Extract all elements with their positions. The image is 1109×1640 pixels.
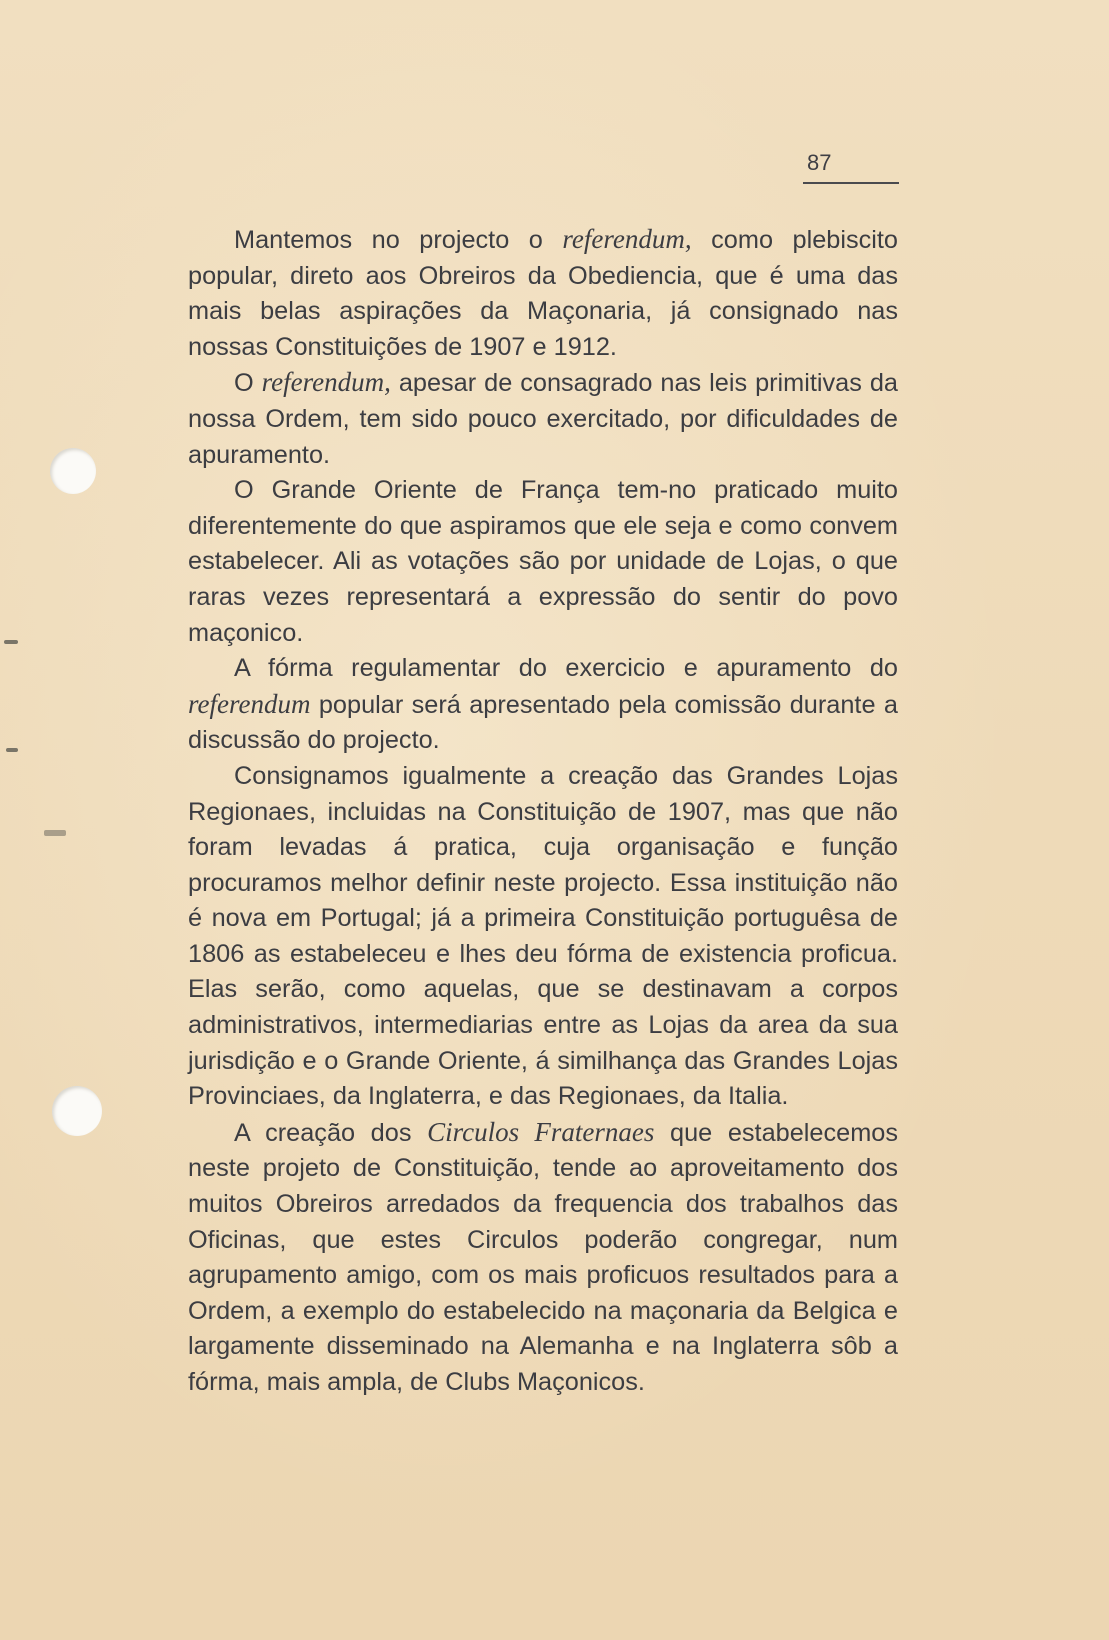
- paragraph: [188, 759, 898, 1115]
- text-run: popular será apresentado pela comissão durante a discussão do projecto.: [188, 690, 898, 755]
- margin-mark: [4, 640, 18, 644]
- text-run: Consignamos igualmente a creação das Grandes Lojas Regionaes, incluidas na Constituição de 1907, mas que não foram levadas á pratica, cuja organisação e função procuramos melhor definir neste projecto. Essa instituição não é nova em Portugal; já a primeira Constituição portuguêsa de 1806 as estabeleceu e lhes deu fórma de existencia proficua. Elas serão, como aquelas, que se destinavam a corpos administrativos, intermediarias entre as Lojas da area da sua jurisdição e o Grande Oriente, á similhança das Grandes Lojas Provinciaes, da Inglaterra, e das Regionaes, da Italia.: [188, 761, 898, 1111]
- text-run: como plebiscito popular, direto aos Obreiros da Obediencia, que é uma das mais belas aspirações da Maçonaria, já consignado nas nossas Constituições de 1907 e 1912.: [188, 226, 898, 361]
- text-run: que estabelecemos neste projeto de Constituição, tende ao aproveitamento dos muitos Obreiros arredados da frequencia dos trabalhos das Oficinas, que estes Circulos poderão congregar, num agrupamento amigo, com os mais proficuos resultados para a Ordem, a exemplo do estabelecido na maçonaria da Belgica e largamente disseminado na Alemanha e na Inglaterra sôb a fórma, mais ampla, de Clubs Maçonicos.: [188, 1118, 898, 1396]
- italic-term: referendum,: [562, 224, 692, 254]
- italic-term: Circulos Fraternaes: [427, 1116, 655, 1147]
- paragraph: [188, 365, 898, 473]
- margin-mark: [44, 830, 66, 836]
- paragraph: [188, 473, 898, 651]
- page-number-rule: [803, 182, 899, 184]
- paragraph: [188, 222, 898, 365]
- binder-hole: [50, 448, 96, 494]
- italic-term: referendum: [188, 688, 311, 719]
- text-run: O: [234, 369, 262, 398]
- italic-term: referendum,: [261, 367, 391, 398]
- page-number: 87: [807, 150, 832, 175]
- text-run: A fórma regulamentar do exercicio e apuramento do: [234, 654, 898, 683]
- margin-mark: [6, 748, 18, 752]
- text-run: A creação dos: [234, 1118, 428, 1147]
- text-run: O Grande Oriente de França tem-no praticado muito diferentemente do que aspiramos que ele seja e como convem estabelecer. Ali as votações são por unidade de Lojas, o que raras vezes representará a expressão do sentir do povo maçonico.: [188, 476, 898, 647]
- paragraph: [188, 651, 898, 759]
- text-run: apesar de consagrado nas leis primitivas da nossa Ordem, tem sido pouco exercitado, por dificuldades de apuramento.: [188, 369, 898, 469]
- paragraph: [188, 1115, 898, 1401]
- binder-hole: [52, 1086, 102, 1136]
- body-text: [188, 222, 898, 1401]
- text-run: Mantemos no projecto o: [234, 226, 563, 254]
